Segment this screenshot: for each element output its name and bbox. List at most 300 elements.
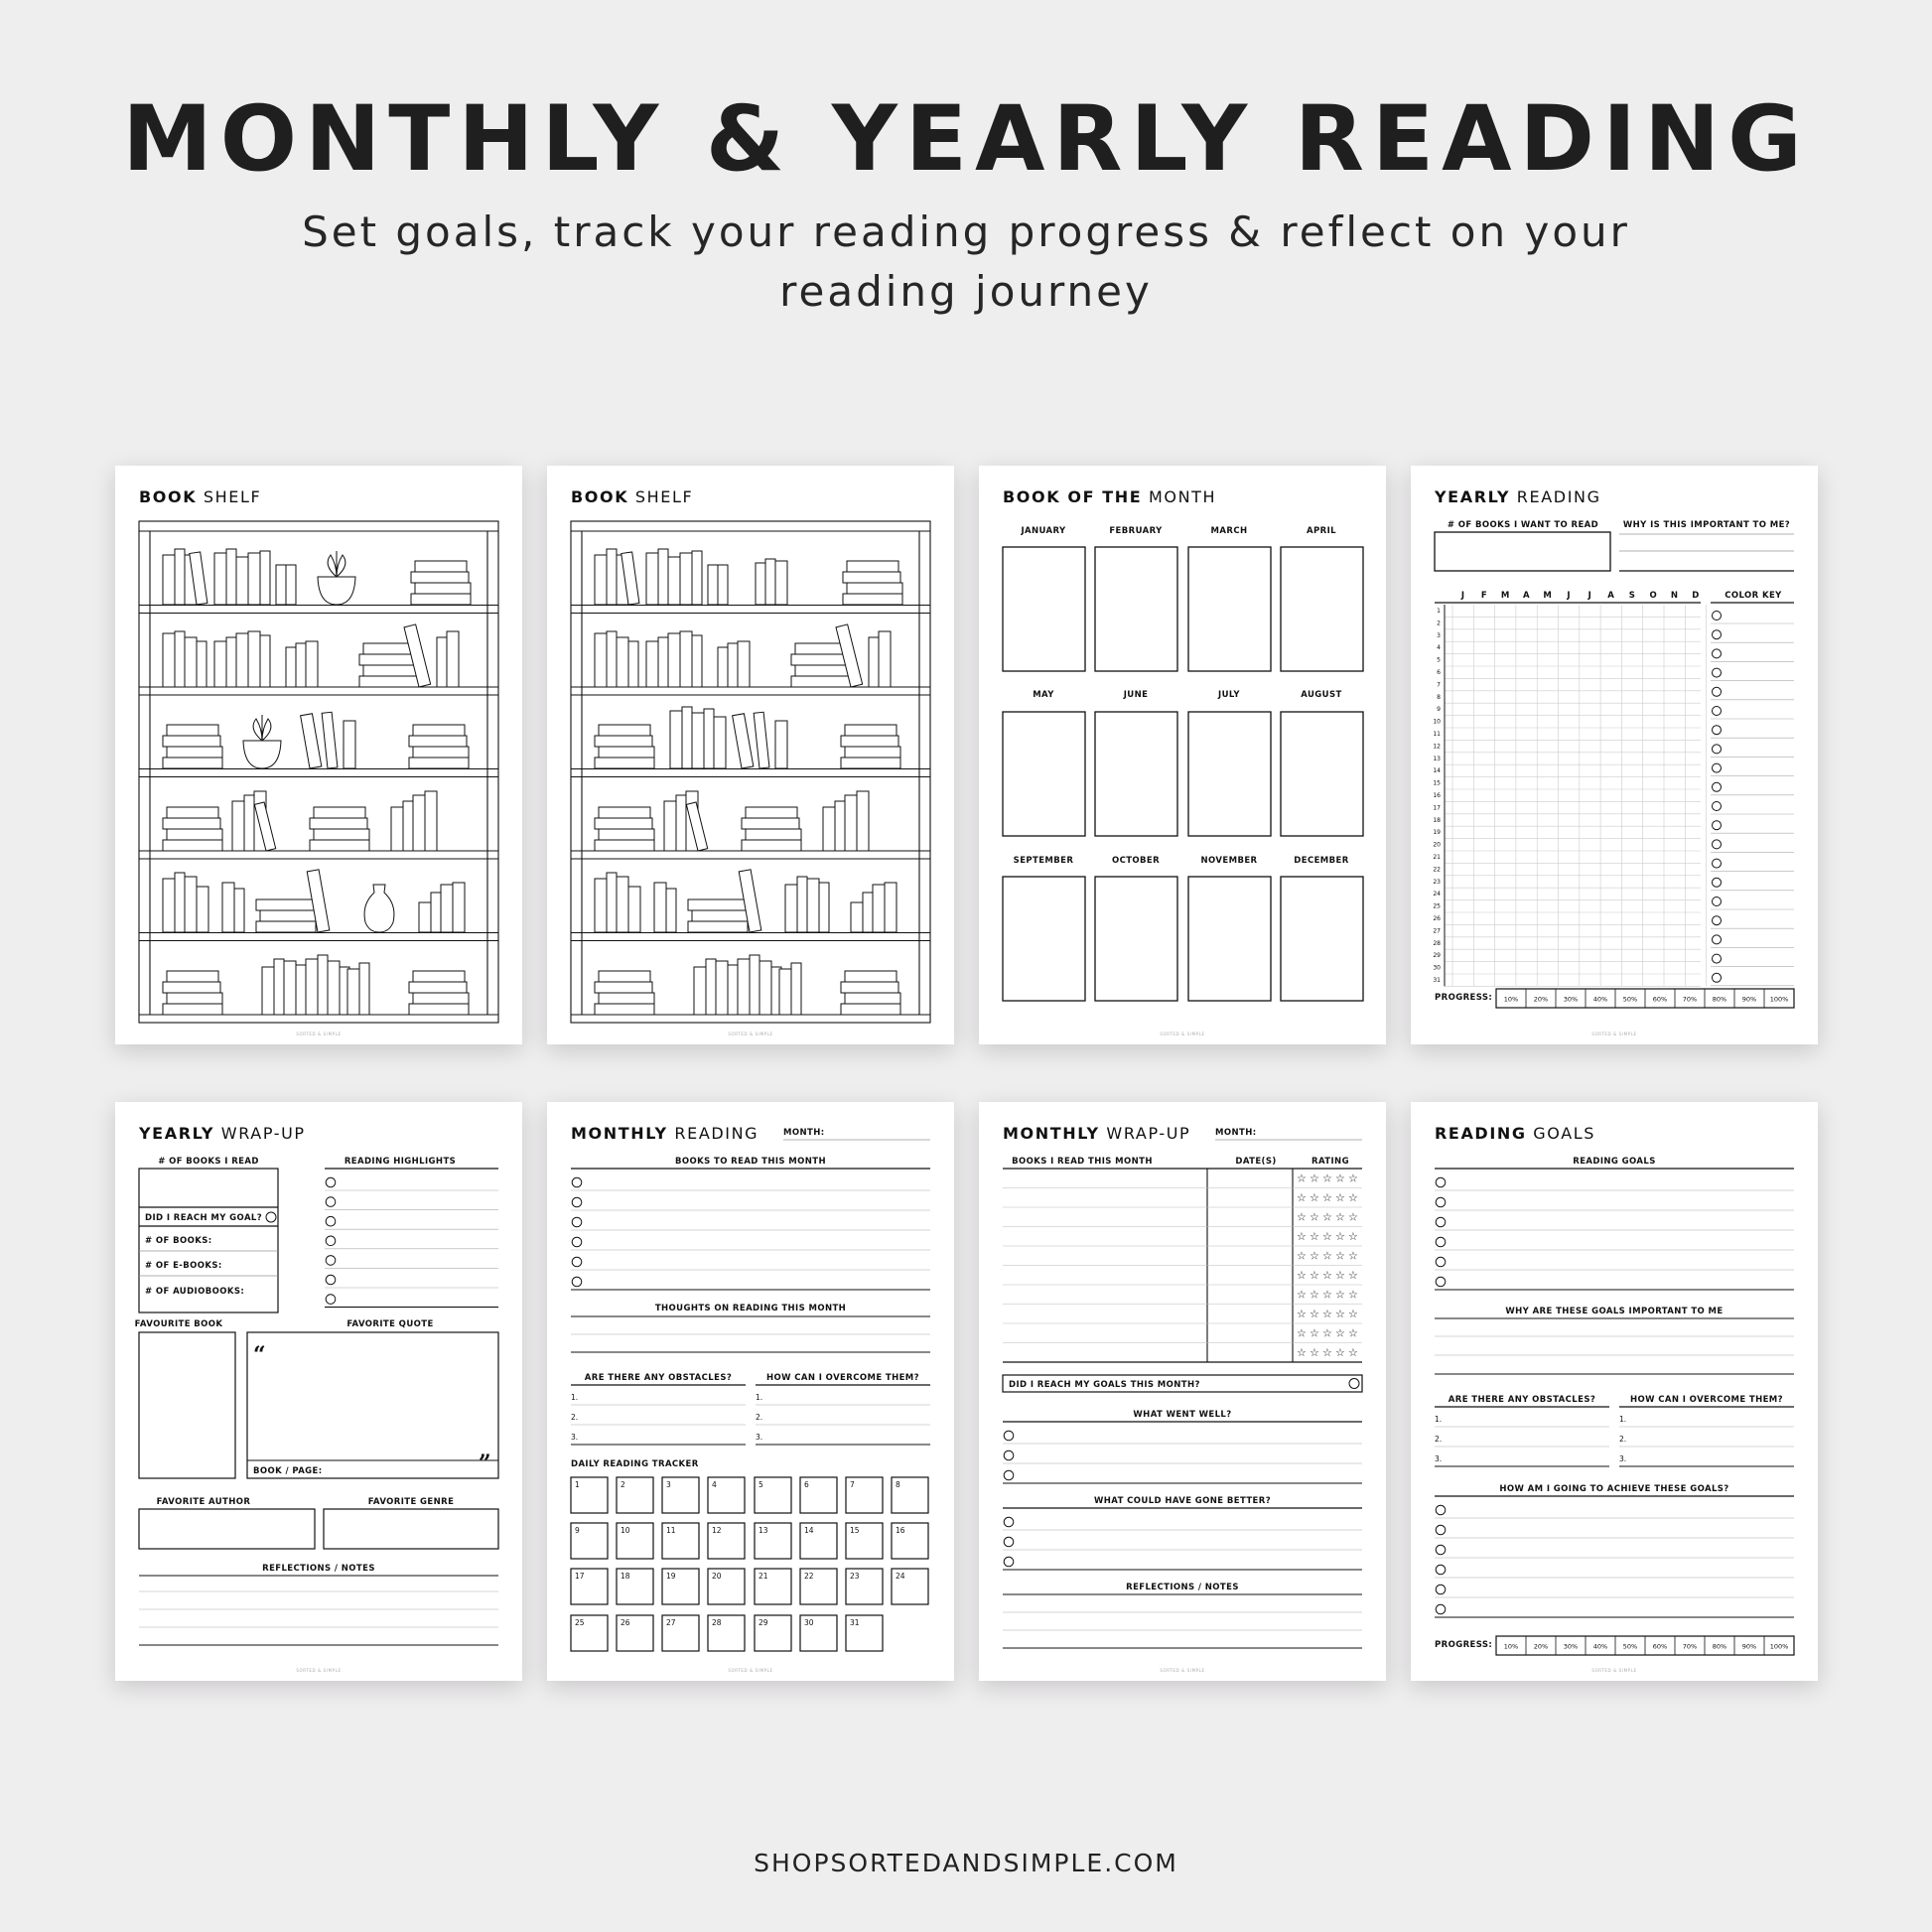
grid-month: M bbox=[1500, 591, 1510, 601]
book-spine bbox=[296, 643, 306, 687]
tracker-day-number: 13 bbox=[759, 1526, 768, 1535]
how-label: HOW AM I GOING TO ACHIEVE THESE GOALS? bbox=[1499, 1484, 1729, 1494]
tracker-day-number: 23 bbox=[850, 1572, 860, 1581]
rating-star-icon: ☆ bbox=[1335, 1249, 1345, 1263]
number-label: 2. bbox=[571, 1413, 579, 1422]
went-well-label: WHAT WENT WELL? bbox=[1133, 1410, 1232, 1420]
month-label: MAY bbox=[1033, 690, 1054, 700]
quote-close-icon: ” bbox=[479, 1450, 491, 1476]
rating-label: RATING bbox=[1311, 1157, 1349, 1167]
rating-star-icon: ☆ bbox=[1310, 1230, 1319, 1243]
overcome-label: HOW CAN I OVERCOME THEM? bbox=[765, 1373, 920, 1383]
to-read-label: BOOKS TO READ THIS MONTH bbox=[675, 1157, 826, 1167]
page-book-of-the-month bbox=[979, 466, 1386, 1044]
rating-star-icon: ☆ bbox=[1335, 1210, 1345, 1224]
book-stack bbox=[795, 643, 847, 654]
book-spine bbox=[682, 707, 692, 768]
page-title-light: WRAP-UP bbox=[220, 1124, 306, 1143]
grid-month: M bbox=[1543, 591, 1553, 601]
rating-star-icon: ☆ bbox=[1322, 1249, 1332, 1263]
checkbox-circle bbox=[326, 1295, 336, 1305]
book-spine bbox=[668, 557, 680, 605]
reflections-lines bbox=[1003, 1594, 1362, 1648]
book-stack bbox=[167, 829, 222, 840]
book-stack bbox=[314, 807, 365, 818]
book-spine bbox=[845, 795, 857, 851]
book-spine bbox=[664, 801, 676, 851]
book-spine bbox=[738, 959, 750, 1015]
main-title: MONTHLY & YEARLY READING bbox=[122, 87, 1810, 192]
book-spine bbox=[175, 549, 185, 605]
tracker-day-number: 14 bbox=[804, 1526, 814, 1535]
cover-box bbox=[1188, 547, 1271, 671]
bookshelf-books bbox=[595, 549, 902, 1015]
checkbox-circle bbox=[572, 1277, 582, 1287]
book-spine bbox=[754, 712, 769, 768]
key-circle bbox=[1713, 954, 1722, 963]
book-spine bbox=[646, 553, 658, 605]
page-title-bold: BOOK bbox=[139, 487, 198, 506]
rating-star-icon: ☆ bbox=[1335, 1288, 1345, 1302]
checkbox-circle bbox=[1436, 1545, 1446, 1555]
book-spine bbox=[441, 885, 453, 932]
fav-quote-label: FAVORITE QUOTE bbox=[346, 1319, 434, 1329]
rating-star-icon: ☆ bbox=[1297, 1230, 1307, 1243]
number-label: 2. bbox=[1435, 1435, 1443, 1444]
color-key-label: COLOR KEY bbox=[1725, 591, 1782, 601]
checkbox-circle bbox=[572, 1177, 582, 1187]
grid-day: 27 bbox=[1433, 927, 1441, 935]
grid-day: 24 bbox=[1433, 891, 1441, 898]
book-stack bbox=[167, 807, 218, 818]
obstacles-list bbox=[1435, 1407, 1794, 1466]
book-spine bbox=[607, 631, 617, 687]
book-spine bbox=[658, 549, 668, 605]
page-title-light: READING bbox=[674, 1124, 759, 1143]
grid-day: 26 bbox=[1433, 915, 1441, 922]
number-label: 3. bbox=[571, 1433, 579, 1442]
page-title-bold: MONTHLY bbox=[571, 1124, 668, 1143]
checkbox-circle bbox=[572, 1197, 582, 1207]
book-stack bbox=[310, 818, 367, 829]
month-label: APRIL bbox=[1307, 526, 1336, 536]
book-stack bbox=[599, 829, 654, 840]
fav-book-label: FAVOURITE BOOK bbox=[134, 1319, 223, 1329]
why-important-label: WHY IS THIS IMPORTANT TO ME? bbox=[1622, 520, 1791, 530]
book-spine bbox=[214, 641, 226, 687]
book-stack bbox=[256, 899, 314, 910]
book-spine bbox=[692, 635, 702, 687]
book-stack bbox=[163, 736, 220, 747]
checkbox-circle bbox=[1436, 1257, 1446, 1267]
checkbox-circle bbox=[572, 1237, 582, 1247]
key-circle bbox=[1713, 649, 1722, 658]
checkbox-circle bbox=[1004, 1537, 1014, 1547]
book-stack bbox=[791, 676, 851, 687]
book-stack bbox=[163, 758, 222, 768]
could-better-label: WHAT COULD HAVE GONE BETTER? bbox=[1093, 1496, 1272, 1506]
progress-step: 100% bbox=[1769, 1642, 1789, 1651]
book-stack bbox=[688, 899, 746, 910]
rating-star-icon: ☆ bbox=[1310, 1288, 1319, 1302]
book-spine bbox=[347, 969, 359, 1015]
rating-star-icon: ☆ bbox=[1322, 1269, 1332, 1282]
checkbox-circle bbox=[326, 1256, 336, 1266]
key-circle bbox=[1713, 840, 1722, 849]
book-stack bbox=[692, 910, 748, 921]
rating-star-icon: ☆ bbox=[1335, 1230, 1345, 1243]
book-spine bbox=[391, 807, 403, 851]
book-spine bbox=[718, 647, 728, 687]
grid-month: D bbox=[1692, 591, 1700, 601]
book-stack bbox=[843, 572, 900, 583]
checkbox-circle bbox=[326, 1275, 336, 1285]
book-stack bbox=[413, 747, 469, 758]
book-stack bbox=[409, 982, 467, 993]
grid-month: S bbox=[1628, 591, 1636, 601]
progress-step: 30% bbox=[1563, 1642, 1579, 1651]
book-spine bbox=[344, 721, 355, 768]
grid-day: 12 bbox=[1433, 743, 1441, 751]
book-spine bbox=[222, 883, 234, 932]
progress-bar bbox=[1435, 1636, 1794, 1655]
dates-label: DATE(S) bbox=[1235, 1157, 1277, 1167]
book-stack bbox=[413, 725, 465, 736]
page-title-light: READING bbox=[1516, 487, 1601, 506]
subtitle: Set goals, track your reading progress & reflect on your reading journey bbox=[302, 207, 1630, 316]
key-circle bbox=[1713, 802, 1722, 811]
book-spine bbox=[676, 795, 686, 851]
rating-star-icon: ☆ bbox=[1297, 1210, 1307, 1224]
grid-day: 11 bbox=[1433, 731, 1441, 738]
book-stack bbox=[845, 993, 900, 1004]
page-reading-goals bbox=[1411, 1102, 1818, 1681]
cover-box bbox=[1095, 712, 1177, 836]
book-spine bbox=[286, 565, 296, 605]
progress-step: 70% bbox=[1682, 1642, 1698, 1651]
cover-box bbox=[1003, 877, 1085, 1001]
daily-reading-tracker bbox=[571, 1477, 928, 1651]
number-label: 2. bbox=[1619, 1435, 1627, 1444]
book-stack bbox=[167, 747, 222, 758]
book-stack bbox=[746, 807, 797, 818]
book-spine bbox=[260, 635, 270, 687]
page-title-light: SHELF bbox=[634, 487, 694, 506]
number-label: 1. bbox=[756, 1393, 763, 1402]
book-stack bbox=[595, 758, 654, 768]
month-label: NOVEMBER bbox=[1200, 856, 1258, 866]
grid-month: J bbox=[1587, 591, 1592, 601]
number-label: 1. bbox=[1619, 1415, 1627, 1424]
grid-day: 18 bbox=[1433, 816, 1441, 824]
key-circle bbox=[1713, 973, 1722, 982]
svg-text:READING GOALS bbox=[1435, 1124, 1595, 1143]
book-spine bbox=[607, 873, 617, 932]
key-circle bbox=[1713, 763, 1722, 772]
brand-mark: SORTED & SIMPLE bbox=[1591, 1032, 1637, 1036]
progress-step: 60% bbox=[1652, 1642, 1668, 1651]
progress-label: PROGRESS: bbox=[1435, 1640, 1493, 1650]
book-stack bbox=[595, 736, 652, 747]
book-spine bbox=[175, 631, 185, 687]
book-spine bbox=[163, 879, 175, 932]
rating-star-icon: ☆ bbox=[1297, 1172, 1307, 1185]
stat-books: # OF BOOKS: bbox=[145, 1236, 212, 1246]
rating-star-icon: ☆ bbox=[1335, 1308, 1345, 1320]
grid-day: 17 bbox=[1433, 804, 1441, 812]
book-spine bbox=[234, 889, 244, 932]
book-spine bbox=[236, 557, 248, 605]
grid-day: 23 bbox=[1433, 878, 1441, 886]
book-spine bbox=[425, 791, 437, 851]
book-spine bbox=[197, 641, 207, 687]
book-spine bbox=[869, 637, 879, 687]
book-spine bbox=[857, 791, 869, 851]
went-well-list bbox=[1003, 1431, 1362, 1483]
rating-star-icon: ☆ bbox=[1348, 1346, 1358, 1359]
month-label: MONTH: bbox=[1215, 1128, 1257, 1138]
book-spine bbox=[226, 549, 236, 605]
brand-mark: SORTED & SIMPLE bbox=[728, 1032, 773, 1036]
book-stack bbox=[791, 654, 849, 665]
tracker-day-number: 29 bbox=[759, 1618, 768, 1627]
grid-day: 3 bbox=[1437, 631, 1441, 639]
book-spine bbox=[680, 631, 692, 687]
book-spine bbox=[244, 795, 254, 851]
rating-star-icon: ☆ bbox=[1348, 1191, 1358, 1204]
book-spine bbox=[668, 633, 680, 687]
key-circle bbox=[1713, 707, 1722, 716]
tracker-day-number: 21 bbox=[759, 1572, 768, 1581]
book-stack bbox=[310, 840, 369, 851]
book-stack bbox=[415, 583, 471, 594]
book-stack bbox=[841, 982, 898, 993]
book-spine bbox=[175, 873, 185, 932]
rating-star-icon: ☆ bbox=[1322, 1210, 1332, 1224]
tracker-day-number: 2 bbox=[621, 1480, 625, 1489]
book-spine bbox=[759, 961, 771, 1015]
fav-book-box bbox=[139, 1332, 235, 1478]
goals-list bbox=[1435, 1177, 1794, 1290]
book-stack bbox=[409, 1004, 469, 1015]
highlights-list bbox=[325, 1177, 498, 1307]
tracker-day-number: 22 bbox=[804, 1572, 814, 1581]
book-spine bbox=[658, 637, 668, 687]
book-spine bbox=[617, 637, 628, 687]
book-stack bbox=[167, 993, 222, 1004]
progress-label: PROGRESS: bbox=[1435, 993, 1493, 1003]
thoughts-label: THOUGHTS ON READING THIS MONTH bbox=[654, 1304, 847, 1313]
svg-text:MONTHLY WRAP-UP bbox=[1003, 1124, 1190, 1143]
books-read-label: # OF BOOKS I READ bbox=[158, 1157, 259, 1167]
svg-text:YEARLY READING bbox=[1434, 487, 1601, 506]
month-label: DECEMBER bbox=[1294, 856, 1349, 866]
checkbox-circle bbox=[1436, 1277, 1446, 1287]
grid-month: A bbox=[1607, 591, 1615, 601]
book-stack bbox=[163, 818, 220, 829]
grid-day: 15 bbox=[1433, 779, 1441, 787]
book-spine bbox=[851, 902, 863, 932]
book-stack bbox=[595, 840, 654, 851]
grid-day: 16 bbox=[1433, 792, 1441, 799]
rating-star-icon: ☆ bbox=[1348, 1269, 1358, 1282]
checkbox-circle bbox=[1436, 1525, 1446, 1535]
book-stack bbox=[314, 829, 369, 840]
book-stack bbox=[409, 736, 467, 747]
book-stack bbox=[411, 572, 469, 583]
progress-step: 20% bbox=[1533, 1642, 1549, 1651]
cover-box bbox=[1281, 547, 1363, 671]
book-spine bbox=[779, 969, 791, 1015]
tracker-day-number: 24 bbox=[896, 1572, 905, 1581]
reflections-lines bbox=[139, 1576, 498, 1645]
fav-genre-label: FAVORITE GENRE bbox=[367, 1497, 455, 1507]
tracker-day-number: 4 bbox=[712, 1480, 717, 1489]
thoughts-lines bbox=[571, 1316, 930, 1352]
book-spine bbox=[595, 879, 607, 932]
stat-audiobooks: # OF AUDIOBOOKS: bbox=[145, 1287, 245, 1297]
book-spine bbox=[431, 893, 441, 932]
brand-mark: SORTED & SIMPLE bbox=[1591, 1668, 1637, 1673]
progress-step: 20% bbox=[1533, 995, 1549, 1004]
rating-star-icon: ☆ bbox=[1297, 1249, 1307, 1263]
book-stack bbox=[595, 982, 652, 993]
rating-star-icon: ☆ bbox=[1310, 1346, 1319, 1359]
rating-star-icon: ☆ bbox=[1322, 1326, 1332, 1340]
book-stack bbox=[599, 807, 650, 818]
tracker-day-number: 25 bbox=[575, 1618, 585, 1627]
bookshelf-decorations bbox=[163, 549, 471, 1015]
book-stack bbox=[746, 829, 801, 840]
progress-step: 80% bbox=[1712, 1642, 1727, 1651]
checkbox-circle bbox=[1436, 1237, 1446, 1247]
key-circle bbox=[1713, 859, 1722, 868]
book-spine bbox=[236, 633, 248, 687]
rating-star-icon: ☆ bbox=[1310, 1210, 1319, 1224]
checkbox-circle bbox=[1436, 1604, 1446, 1614]
book-spine bbox=[306, 959, 318, 1015]
book-stack bbox=[359, 676, 419, 687]
book-spine bbox=[301, 714, 322, 768]
book-stack bbox=[843, 594, 902, 605]
month-label: AUGUST bbox=[1301, 690, 1342, 700]
book-spine bbox=[750, 955, 759, 1015]
yearly-reading-grid bbox=[1433, 591, 1706, 986]
svg-text:YEARLY WRAP-UP bbox=[138, 1124, 306, 1143]
overcome-label: HOW CAN I OVERCOME THEM? bbox=[1629, 1395, 1784, 1405]
book-stack bbox=[363, 643, 415, 654]
key-circle bbox=[1713, 935, 1722, 944]
book-spine bbox=[226, 637, 236, 687]
checkbox-circle bbox=[1436, 1585, 1446, 1594]
book-spine bbox=[733, 714, 754, 768]
book-spine bbox=[694, 967, 706, 1015]
book-spine bbox=[680, 553, 692, 605]
tracker-day-number: 5 bbox=[759, 1480, 763, 1489]
book-spine bbox=[595, 633, 607, 687]
rating-star-icon: ☆ bbox=[1335, 1172, 1345, 1185]
tracker-day-number: 30 bbox=[804, 1618, 814, 1627]
checkbox-circle bbox=[1436, 1565, 1446, 1575]
reach-goals-label: DID I REACH MY GOALS THIS MONTH? bbox=[1009, 1380, 1200, 1390]
brand-mark: SORTED & SIMPLE bbox=[296, 1032, 342, 1036]
tracker-day-number: 26 bbox=[621, 1618, 630, 1627]
book-spine bbox=[819, 883, 829, 932]
goals-label: READING GOALS bbox=[1573, 1157, 1656, 1167]
rating-star-icon: ☆ bbox=[1348, 1308, 1358, 1320]
progress-step: 10% bbox=[1503, 995, 1519, 1004]
grid-day: 5 bbox=[1437, 656, 1441, 664]
page-book-shelf bbox=[547, 466, 954, 1044]
book-spine bbox=[714, 717, 726, 768]
book-stack bbox=[847, 583, 902, 594]
book-spine bbox=[607, 549, 617, 605]
checkbox-circle bbox=[1004, 1470, 1014, 1480]
book-stack bbox=[163, 1004, 222, 1015]
book-stack bbox=[599, 747, 654, 758]
rating-star-icon: ☆ bbox=[1310, 1308, 1319, 1320]
book-stack bbox=[413, 971, 465, 982]
grid-day: 6 bbox=[1437, 669, 1441, 676]
fav-author-label: FAVORITE AUTHOR bbox=[156, 1497, 251, 1507]
book-spine bbox=[797, 877, 807, 932]
rating-star-icon: ☆ bbox=[1348, 1249, 1358, 1263]
number-label: 3. bbox=[1435, 1454, 1443, 1463]
cover-box bbox=[1188, 877, 1271, 1001]
cover-box bbox=[1003, 712, 1085, 836]
book-stack bbox=[599, 971, 650, 982]
book-spine bbox=[775, 721, 787, 768]
book-spine bbox=[163, 633, 175, 687]
book-stack bbox=[415, 561, 467, 572]
tracker-day-number: 28 bbox=[712, 1618, 722, 1627]
rating-star-icon: ☆ bbox=[1348, 1288, 1358, 1302]
book-spine bbox=[232, 801, 244, 851]
number-label: 3. bbox=[756, 1433, 763, 1442]
book-spine bbox=[453, 883, 465, 932]
grid-day: 2 bbox=[1437, 620, 1441, 627]
progress-step: 90% bbox=[1741, 995, 1757, 1004]
book-stack bbox=[363, 665, 419, 676]
book-spine bbox=[197, 887, 208, 932]
checkbox-circle bbox=[572, 1257, 582, 1267]
book-stack bbox=[841, 736, 898, 747]
book-spine bbox=[359, 963, 369, 1015]
book-spine bbox=[728, 965, 738, 1015]
tracker-label: DAILY READING TRACKER bbox=[571, 1459, 699, 1469]
progress-step: 90% bbox=[1741, 1642, 1757, 1651]
month-label: JULY bbox=[1218, 690, 1240, 700]
grid-day: 21 bbox=[1433, 854, 1441, 861]
progress-bar bbox=[1435, 989, 1794, 1008]
number-label: 1. bbox=[571, 1393, 579, 1402]
cover-box bbox=[1281, 877, 1363, 1001]
book-stack bbox=[845, 747, 900, 758]
book-spine bbox=[885, 883, 897, 932]
month-label: MARCH bbox=[1210, 526, 1248, 536]
tracker-day-number: 15 bbox=[850, 1526, 860, 1535]
book-spine bbox=[785, 885, 797, 932]
obstacles-label: ARE THERE ANY OBSTACLES? bbox=[1448, 1395, 1596, 1405]
grid-month: J bbox=[1460, 591, 1465, 601]
rating-star-icon: ☆ bbox=[1297, 1308, 1307, 1320]
checkbox-circle bbox=[1436, 1217, 1446, 1227]
book-stack bbox=[256, 921, 316, 932]
book-spine bbox=[306, 641, 318, 687]
cover-box bbox=[1095, 877, 1177, 1001]
book-spine bbox=[286, 647, 296, 687]
book-spine bbox=[403, 801, 413, 851]
